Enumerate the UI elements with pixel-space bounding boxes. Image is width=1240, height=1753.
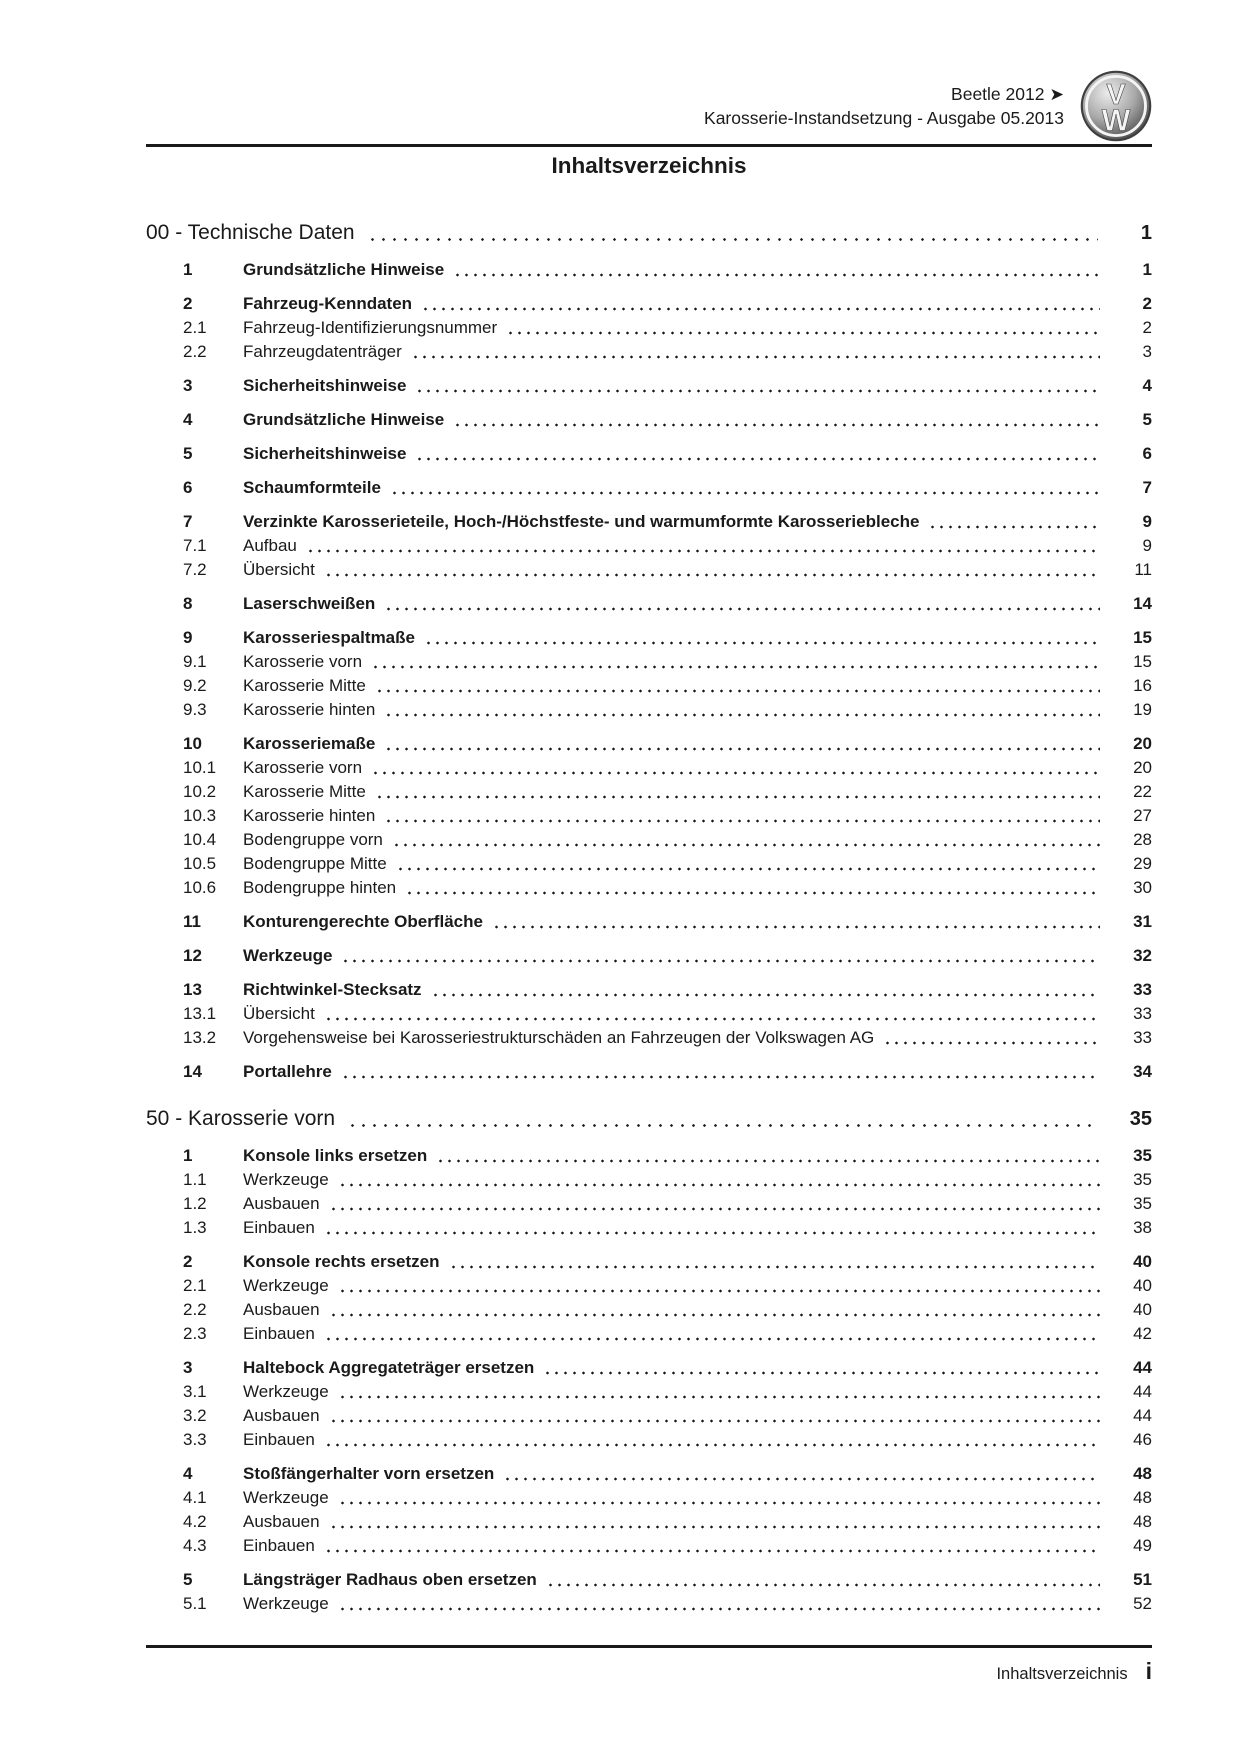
toc-entry xyxy=(146,944,1152,968)
footer xyxy=(996,1658,1152,1685)
toc-entry-title: Bodengruppe vorn xyxy=(243,830,383,849)
toc-entry-title: Karosserie Mitte xyxy=(243,782,366,801)
toc-entry-number: 10 xyxy=(183,734,202,753)
toc-entry-page-number: 51 xyxy=(1133,1570,1152,1589)
toc-entry-page-number: 22 xyxy=(1133,782,1152,801)
toc-entry-number: 11 xyxy=(183,912,201,931)
header-model-line: Beetle 2012 ➤ xyxy=(951,84,1064,104)
toc-entry-number: 10.4 xyxy=(183,830,217,849)
toc-entry xyxy=(146,650,1152,674)
toc-entry-number: 5 xyxy=(183,444,193,463)
toc-entry-title: Einbauen xyxy=(243,1536,315,1555)
toc-entry xyxy=(146,218,1152,248)
toc-entry-page-number: 31 xyxy=(1133,912,1152,931)
toc-entry xyxy=(146,1486,1152,1510)
toc-entry xyxy=(146,258,1152,282)
toc-entry-number: 12 xyxy=(183,946,202,965)
vw-logo-icon xyxy=(1080,70,1152,142)
header-doc-line: Karosserie-Instandsetzung - Ausgabe 05.2013 xyxy=(704,108,1064,128)
toc-entry-page-number: 20 xyxy=(1133,758,1152,777)
dot-leader xyxy=(453,408,1100,432)
toc-entry-number: 1 xyxy=(183,260,193,279)
toc-entry-page-number: 4 xyxy=(1142,376,1152,395)
toc-entry-number: 3 xyxy=(183,376,193,395)
toc-entry xyxy=(146,1298,1152,1322)
dot-leader xyxy=(392,828,1100,852)
toc-entry-page-number: 3 xyxy=(1142,342,1152,361)
toc-entry xyxy=(146,1104,1152,1134)
toc-entry-number: 10.5 xyxy=(183,854,217,873)
dot-leader xyxy=(421,292,1100,316)
dot-leader xyxy=(546,1568,1100,1592)
toc-entry-title: Werkzeuge xyxy=(243,946,333,965)
toc-entry xyxy=(146,1322,1152,1346)
dot-leader xyxy=(324,1534,1100,1558)
toc-entry-page-number: 48 xyxy=(1133,1488,1152,1507)
dot-leader xyxy=(415,374,1100,398)
toc-entry-page-number: 40 xyxy=(1133,1276,1152,1295)
toc-entry-number: 3 xyxy=(183,1358,193,1377)
toc-entry-title: Konsole links ersetzen xyxy=(243,1146,428,1165)
toc-entry xyxy=(146,1168,1152,1192)
toc-entry-title: Portallehre xyxy=(243,1062,332,1081)
toc-entry xyxy=(146,1592,1152,1616)
toc-entry-title: Sicherheitshinweise xyxy=(243,376,407,395)
toc-entry-title: Karosserie vorn xyxy=(243,652,363,671)
toc-entry-title: Bodengruppe Mitte xyxy=(243,854,387,873)
toc-entry xyxy=(146,1356,1152,1380)
toc-entry-number: 7.1 xyxy=(183,536,207,555)
toc-entry-page-number: 28 xyxy=(1133,830,1152,849)
dot-leader xyxy=(431,978,1100,1002)
toc-entry xyxy=(146,876,1152,900)
toc-entry-number: 9.2 xyxy=(183,676,207,695)
toc-entry-title: Sicherheitshinweise xyxy=(243,444,407,463)
dot-leader xyxy=(338,1380,1100,1404)
toc-entry-page-number: 32 xyxy=(1133,946,1152,965)
dot-leader xyxy=(324,558,1100,582)
toc-entry xyxy=(146,698,1152,722)
toc-entry-title: Grundsätzliche Hinweise xyxy=(243,410,445,429)
toc-entry-title: Karosseriemaße xyxy=(243,734,376,753)
dot-leader xyxy=(928,510,1100,534)
dot-leader xyxy=(324,1002,1100,1026)
toc-entry-page-number: 35 xyxy=(1133,1170,1152,1189)
toc-entry xyxy=(146,626,1152,650)
toc-entry xyxy=(146,558,1152,582)
toc-entry-page-number: 29 xyxy=(1133,854,1152,873)
toc-entry xyxy=(146,1192,1152,1216)
toc-entry-page-number: 46 xyxy=(1133,1430,1152,1449)
toc-entry-number: 9.3 xyxy=(183,700,207,719)
dot-leader xyxy=(338,1486,1100,1510)
toc-entry xyxy=(146,852,1152,876)
toc-entry-number: 3.2 xyxy=(183,1406,207,1425)
dot-leader xyxy=(306,534,1100,558)
toc-entry-number: 2.3 xyxy=(183,1324,207,1343)
toc-entry-title: Fahrzeug-Kenndaten xyxy=(243,294,413,313)
dot-leader xyxy=(424,626,1100,650)
toc-entry-page-number: 6 xyxy=(1142,444,1152,463)
toc-entry-number: 10.3 xyxy=(183,806,217,825)
dot-leader xyxy=(329,1404,1100,1428)
dot-leader xyxy=(338,1274,1100,1298)
toc-entry-number: 14 xyxy=(183,1062,202,1081)
dot-leader xyxy=(324,1216,1100,1240)
dot-leader xyxy=(384,732,1100,756)
toc-entry xyxy=(146,674,1152,698)
toc-entry-page-number: 9 xyxy=(1142,536,1152,555)
footer-page-number: i xyxy=(1145,1658,1152,1684)
toc-entry-title: Einbauen xyxy=(243,1218,315,1237)
toc-entry-page-number: 30 xyxy=(1133,878,1152,897)
toc-entry xyxy=(146,476,1152,500)
toc-entry xyxy=(146,1462,1152,1486)
dot-leader xyxy=(338,1592,1100,1616)
toc-entry-title: Schaumformteile xyxy=(243,478,381,497)
toc-entry-title: Werkzeuge xyxy=(243,1170,329,1189)
toc-entry-page-number: 1 xyxy=(1140,222,1152,244)
toc-entry-page-number: 49 xyxy=(1133,1536,1152,1555)
dot-leader xyxy=(543,1356,1100,1380)
dot-leader xyxy=(883,1026,1100,1050)
toc-entry-number: 1 xyxy=(183,1146,193,1165)
toc-entry-number: 1.2 xyxy=(183,1194,207,1213)
toc-entry xyxy=(146,1250,1152,1274)
dot-leader xyxy=(329,1298,1100,1322)
toc-entry-title: Karosseriespaltmaße xyxy=(243,628,415,647)
toc-entry-title: Einbauen xyxy=(243,1430,315,1449)
toc-entry-page-number: 33 xyxy=(1133,1028,1152,1047)
toc xyxy=(146,218,1152,1616)
toc-entry-title: Grundsätzliche Hinweise xyxy=(243,260,445,279)
toc-entry-title: Ausbauen xyxy=(243,1194,320,1213)
dot-leader xyxy=(375,780,1100,804)
toc-entry xyxy=(146,804,1152,828)
toc-entry-page-number: 2 xyxy=(1142,294,1152,313)
toc-entry-number: 4.1 xyxy=(183,1488,207,1507)
toc-entry-title: Ausbauen xyxy=(243,1300,320,1319)
toc-entry-page-number: 42 xyxy=(1133,1324,1152,1343)
toc-entry-title: Längsträger Radhaus oben ersetzen xyxy=(243,1570,537,1589)
toc-entry-title: Ausbauen xyxy=(243,1406,320,1425)
toc-entry-page-number: 52 xyxy=(1133,1594,1152,1613)
vw-logo-letter-v: V xyxy=(1106,78,1126,111)
toc-entry-title: 50 - Karosserie vorn xyxy=(146,1107,336,1130)
dot-leader xyxy=(347,1104,1098,1134)
dot-leader xyxy=(375,674,1100,698)
toc-entry-page-number: 5 xyxy=(1142,410,1152,429)
dot-leader xyxy=(390,476,1100,500)
toc-entry xyxy=(146,316,1152,340)
toc-entry-number: 3.1 xyxy=(183,1382,207,1401)
toc-entry xyxy=(146,1568,1152,1592)
dot-leader xyxy=(384,592,1100,616)
toc-entry-page-number: 35 xyxy=(1133,1146,1152,1165)
header xyxy=(704,82,1064,130)
toc-entry-title: Fahrzeugdatenträger xyxy=(243,342,402,361)
toc-entry xyxy=(146,732,1152,756)
toc-entry-page-number: 44 xyxy=(1133,1358,1152,1377)
toc-entry-number: 2.2 xyxy=(183,1300,207,1319)
toc-entry xyxy=(146,1060,1152,1084)
toc-entry-number: 7.2 xyxy=(183,560,207,579)
toc-entry-page-number: 11 xyxy=(1134,560,1152,579)
toc-entry xyxy=(146,978,1152,1002)
toc-entry-page-number: 40 xyxy=(1133,1300,1152,1319)
dot-leader xyxy=(341,944,1100,968)
toc-entry xyxy=(146,1428,1152,1452)
toc-entry-title: Karosserie Mitte xyxy=(243,676,366,695)
toc-entry-number: 1.1 xyxy=(183,1170,207,1189)
toc-entry-number: 2.2 xyxy=(183,342,207,361)
toc-entry xyxy=(146,1216,1152,1240)
dot-leader xyxy=(384,804,1100,828)
dot-leader xyxy=(329,1192,1100,1216)
toc-entry-number: 4.3 xyxy=(183,1536,207,1555)
toc-entry-number: 7 xyxy=(183,512,193,531)
toc-entry xyxy=(146,1144,1152,1168)
dot-leader xyxy=(415,442,1100,466)
toc-entry-title: Verzinkte Karosserieteile, Hoch-/Höchstfeste- und warmumformte Karosseriebleche xyxy=(243,512,920,531)
toc-entry-number: 9.1 xyxy=(183,652,207,671)
toc-entry-title: Konturengerechte Oberfläche xyxy=(243,912,483,931)
toc-entry-number: 8 xyxy=(183,594,193,613)
vw-logo-letter-w: W xyxy=(1101,104,1131,138)
toc-entry-title: Werkzeuge xyxy=(243,1276,329,1295)
dot-leader xyxy=(371,756,1100,780)
toc-entry xyxy=(146,1380,1152,1404)
toc-entry xyxy=(146,780,1152,804)
header-divider xyxy=(146,144,1152,147)
toc-entry xyxy=(146,1274,1152,1298)
toc-entry-title: Werkzeuge xyxy=(243,1488,329,1507)
toc-entry-number: 6 xyxy=(183,478,193,497)
dot-leader xyxy=(405,876,1100,900)
toc-entry-page-number: 34 xyxy=(1133,1062,1152,1081)
toc-entry-page-number: 15 xyxy=(1133,652,1152,671)
toc-entry-number: 1.3 xyxy=(183,1218,207,1237)
toc-entry-page-number: 7 xyxy=(1142,478,1152,497)
dot-leader xyxy=(324,1428,1100,1452)
toc-entry-page-number: 38 xyxy=(1133,1218,1152,1237)
toc-entry-title: Werkzeuge xyxy=(243,1594,329,1613)
toc-entry-number: 4 xyxy=(183,1464,193,1483)
toc-entry-title: 00 - Technische Daten xyxy=(146,221,355,244)
dot-leader xyxy=(449,1250,1100,1274)
toc-entry-title: Bodengruppe hinten xyxy=(243,878,397,897)
toc-entry-title: Karosserie hinten xyxy=(243,806,376,825)
toc-entry-title: Richtwinkel-Stecksatz xyxy=(243,980,422,999)
toc-entry-page-number: 9 xyxy=(1142,512,1152,531)
toc-entry-page-number: 1 xyxy=(1142,260,1152,279)
footer-section-label: Inhaltsverzeichnis xyxy=(996,1665,1128,1683)
dot-leader xyxy=(453,258,1100,282)
dot-leader xyxy=(396,852,1100,876)
toc-entry-number: 5.1 xyxy=(183,1594,207,1613)
toc-entry-page-number: 44 xyxy=(1133,1406,1152,1425)
toc-entry-title: Haltebock Aggregateträger ersetzen xyxy=(243,1358,535,1377)
toc-entry-title: Konsole rechts ersetzen xyxy=(243,1252,440,1271)
dot-leader xyxy=(371,650,1100,674)
toc-entry-page-number: 35 xyxy=(1133,1194,1152,1213)
toc-entry-number: 10.1 xyxy=(183,758,217,777)
page-title: Inhaltsverzeichnis xyxy=(551,153,747,178)
toc-entry xyxy=(146,756,1152,780)
toc-entry-page-number: 33 xyxy=(1133,980,1152,999)
toc-entry-page-number: 15 xyxy=(1133,628,1152,647)
dot-leader xyxy=(341,1060,1100,1084)
dot-leader xyxy=(329,1510,1100,1534)
toc-entry xyxy=(146,408,1152,432)
dot-leader xyxy=(436,1144,1100,1168)
dot-leader xyxy=(492,910,1100,934)
toc-entry-title: Fahrzeug-Identifizierungsnummer xyxy=(243,318,498,337)
toc-entry-page-number: 20 xyxy=(1133,734,1152,753)
toc-entry xyxy=(146,1404,1152,1428)
dot-leader xyxy=(338,1168,1100,1192)
dot-leader xyxy=(503,1462,1100,1486)
toc-entry xyxy=(146,534,1152,558)
toc-entry-title: Einbauen xyxy=(243,1324,315,1343)
toc-entry-number: 2.1 xyxy=(183,318,207,337)
toc-entry-title: Vorgehensweise bei Karosseriestrukturschäden an Fahrzeugen der Volkswagen AG xyxy=(243,1028,875,1047)
toc-entry xyxy=(146,1002,1152,1026)
toc-entry-title: Stoßfängerhalter vorn ersetzen xyxy=(243,1464,495,1483)
dot-leader xyxy=(384,698,1100,722)
dot-leader xyxy=(506,316,1100,340)
toc-entry-number: 3.3 xyxy=(183,1430,207,1449)
footer-divider xyxy=(146,1645,1152,1648)
toc-entry-number: 4 xyxy=(183,410,193,429)
toc-entry-page-number: 16 xyxy=(1133,676,1152,695)
toc-entry-page-number: 48 xyxy=(1133,1512,1152,1531)
toc-entry xyxy=(146,442,1152,466)
toc-entry-page-number: 2 xyxy=(1142,318,1152,337)
toc-entry xyxy=(146,592,1152,616)
toc-entry-number: 9 xyxy=(183,628,193,647)
toc-entry-number: 2 xyxy=(183,294,193,313)
toc-entry xyxy=(146,340,1152,364)
toc-entry-number: 2 xyxy=(183,1252,193,1271)
toc-entry-title: Übersicht xyxy=(243,560,315,579)
toc-entry-number: 10.6 xyxy=(183,878,217,897)
toc-entry xyxy=(146,910,1152,934)
toc-entry-title: Ausbauen xyxy=(243,1512,320,1531)
toc-entry-number: 10.2 xyxy=(183,782,217,801)
toc-entry-page-number: 19 xyxy=(1133,700,1152,719)
toc-entry xyxy=(146,374,1152,398)
toc-entry-number: 2.1 xyxy=(183,1276,207,1295)
toc-entry-number: 13 xyxy=(183,980,202,999)
toc-entry-page-number: 40 xyxy=(1133,1252,1152,1271)
toc-entry-page-number: 35 xyxy=(1129,1108,1152,1130)
dot-leader xyxy=(367,218,1098,248)
toc-entry xyxy=(146,292,1152,316)
toc-entry xyxy=(146,1026,1152,1050)
toc-entry-title: Werkzeuge xyxy=(243,1382,329,1401)
toc-entry-title: Karosserie vorn xyxy=(243,758,363,777)
toc-entry xyxy=(146,1510,1152,1534)
toc-entry-page-number: 27 xyxy=(1133,806,1152,825)
toc-entry-page-number: 14 xyxy=(1133,594,1152,613)
toc-entry-page-number: 44 xyxy=(1133,1382,1152,1401)
toc-entry-page-number: 48 xyxy=(1133,1464,1152,1483)
toc-entry xyxy=(146,510,1152,534)
toc-entry-page-number: 33 xyxy=(1133,1004,1152,1023)
toc-entry-title: Karosserie hinten xyxy=(243,700,376,719)
toc-entry-number: 13.2 xyxy=(183,1028,217,1047)
toc-entry-number: 13.1 xyxy=(183,1004,217,1023)
toc-entry-title: Aufbau xyxy=(243,536,297,555)
toc-entry-number: 5 xyxy=(183,1570,193,1589)
dot-leader xyxy=(411,340,1100,364)
dot-leader xyxy=(324,1322,1100,1346)
toc-entry-number: 4.2 xyxy=(183,1512,207,1531)
toc-entry xyxy=(146,828,1152,852)
toc-entry-title: Übersicht xyxy=(243,1004,315,1023)
toc-entry-title: Laserschweißen xyxy=(243,594,376,613)
toc-entry xyxy=(146,1534,1152,1558)
